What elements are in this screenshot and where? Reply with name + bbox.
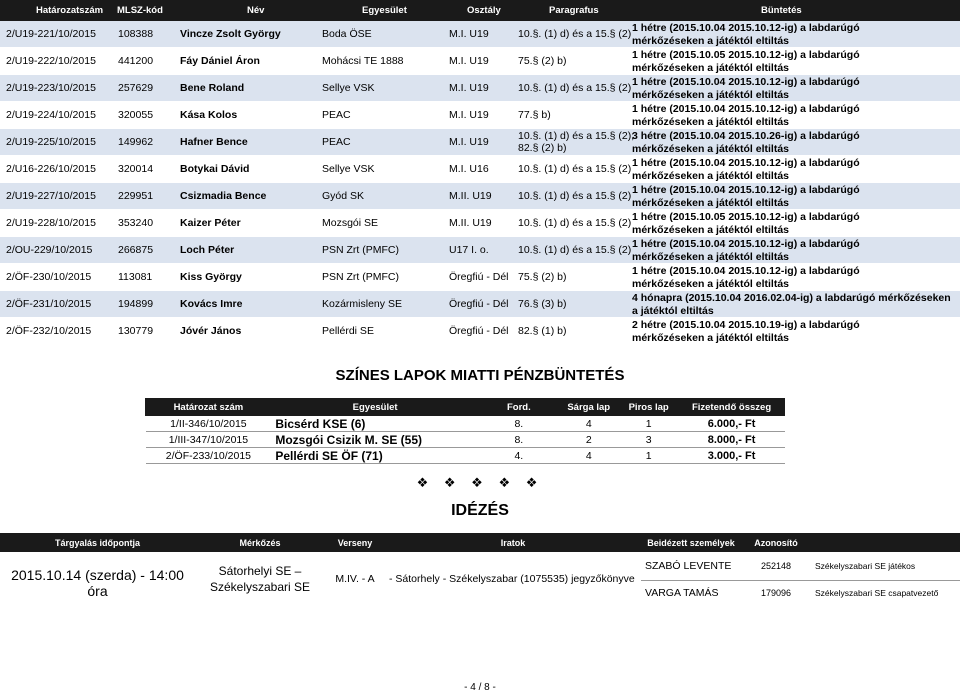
fine-col-red: Piros lap [619, 399, 679, 416]
fine-yellow: 4 [559, 448, 619, 464]
row-code: 353240 [118, 217, 154, 229]
row-class: M.I. U19 [449, 55, 489, 67]
row-penalty: 1 hétre (2015.10.05 2015.10.12-ig) a labdarúgó mérkőzéseken a játéktól eltiltás [632, 211, 860, 236]
row-penalty: 3 hétre (2015.10.04 2015.10.26-ig) a labdarúgó mérkőzéseken a játéktól eltiltás [632, 130, 860, 155]
row-paragraph: 77.§ b) [518, 109, 551, 121]
fine-club: Bicsérd KSE (6) [271, 416, 479, 432]
col-header-class: Osztály [467, 5, 501, 16]
row-paragraph [518, 130, 634, 154]
summons-col-match: Mérkőzés [195, 533, 325, 552]
row-code: 266875 [118, 244, 154, 256]
fine-red: 3 [619, 432, 679, 448]
table-row [0, 129, 960, 155]
row-name: Bene Roland [180, 82, 245, 94]
row-paragraph: 82.§ (1) b) [518, 325, 567, 337]
col-header-club: Egyesület [362, 5, 407, 16]
row-penalty: 2 hétre (2015.10.04 2015.10.19-ig) a labdarúgó mérkőzéseken a játéktól eltiltás [632, 319, 860, 344]
fine-amount: 8.000,- Ft [679, 432, 785, 448]
row-class: Öregfiú - Dél [449, 298, 509, 310]
table-row [0, 48, 960, 74]
fine-club: Mozsgói Csizik M. SE (55) [271, 432, 479, 448]
fine-row [146, 432, 785, 448]
row-class: M.II. U19 [449, 217, 492, 229]
table-row [0, 237, 960, 263]
row-name: Csizmadia Bence [180, 190, 267, 202]
row-class: M.I. U16 [449, 163, 489, 175]
row-club: Pellérdi SE [322, 325, 374, 337]
row-penalty: 1 hétre (2015.10.04 2015.10.12-ig) a labdarúgó mérkőzéseken a játéktól eltiltás [632, 103, 860, 128]
row-number: 2/ÖF-232/10/2015 [6, 325, 92, 337]
row-name: Hafner Bence [180, 136, 248, 148]
table-row [0, 264, 960, 290]
summons-col-persons: Beidézett személyek [641, 533, 741, 552]
row-penalty: 1 hétre (2015.10.05 2015.10.12-ig) a labdarúgó mérkőzéseken a játéktól eltiltás [632, 49, 860, 74]
row-number: 2/U19-225/10/2015 [6, 136, 96, 148]
row-paragraph: 10.§. (1) d) és a 15.§ (2) [518, 28, 632, 40]
row-number: 2/U19-224/10/2015 [6, 109, 96, 121]
row-paragraph: 75.§ (2) b) [518, 55, 567, 67]
summons-row [0, 552, 960, 580]
row-penalty: 1 hétre (2015.10.04 2015.10.12-ig) a labdarúgó mérkőzéseken a játéktól eltiltás [632, 265, 860, 290]
summons-title: IDÉZÉS [451, 502, 509, 519]
summons-person-name: VARGA TAMÁS [645, 587, 719, 600]
table-row [0, 318, 960, 344]
row-paragraph-line1: 10.§. (1) d) és a 15.§ (2); [518, 130, 635, 142]
row-club: Sellye VSK [322, 82, 375, 94]
row-name: Kaizer Péter [180, 217, 241, 229]
row-paragraph: 10.§. (1) d) és a 15.§ (2) [518, 163, 632, 175]
separator-diamonds: ❖ ❖ ❖ ❖ ❖ [416, 475, 544, 490]
summons-competition: M.IV. - A [335, 573, 375, 585]
summons-person-role: Székelyszabari SE játékos [811, 552, 960, 580]
fine-amount: 3.000,- Ft [679, 448, 785, 464]
row-number: 2/U19-223/10/2015 [6, 82, 96, 94]
row-class: M.I. U19 [449, 28, 489, 40]
summons-match: Sátorhelyi SE – Székelyszabari SE [209, 564, 311, 594]
row-penalty: 1 hétre (2015.10.04 2015.10.12-ig) a labdarúgó mérkőzéseken a játéktól eltiltás [632, 184, 860, 209]
row-class: M.I. U19 [449, 82, 489, 94]
fine-number: 1/II-346/10/2015 [146, 416, 272, 432]
row-paragraph: 10.§. (1) d) és a 15.§ (2) [518, 190, 632, 202]
summons-person-name: SZABÓ LEVENTE [641, 552, 741, 580]
fine-col-yellow: Sárga lap [559, 399, 619, 416]
row-code: 149962 [118, 136, 154, 148]
table-row [0, 102, 960, 128]
row-code: 320014 [118, 163, 154, 175]
row-number: 2/ÖF-230/10/2015 [6, 271, 92, 283]
fine-yellow: 4 [559, 416, 619, 432]
fine-col-amount: Fizetendő összeg [679, 399, 785, 416]
row-penalty: 1 hétre (2015.10.04 2015.10.12-ig) a labdarúgó mérkőzéseken a játéktól eltiltás [632, 76, 860, 101]
row-penalty: 1 hétre (2015.10.04 2015.10.12-ig) a labdarúgó mérkőzéseken a játéktól eltiltás [632, 22, 860, 47]
row-name: Fáy Dániel Áron [180, 55, 260, 67]
fine-col-round: Ford. [479, 399, 559, 416]
row-name: Loch Péter [180, 244, 235, 256]
row-number: 2/ÖF-231/10/2015 [6, 298, 92, 310]
fine-red: 1 [619, 448, 679, 464]
row-penalty: 4 hónapra (2015.10.04 2016.02.04-ig) a labdarúgó mérkőzéseken a játéktól eltiltás [632, 292, 951, 317]
fine-red: 1 [619, 416, 679, 432]
row-code: 229951 [118, 190, 154, 202]
row-class: M.II. U19 [449, 190, 492, 202]
row-class: M.I. U19 [449, 136, 489, 148]
summons-date: 2015.10.14 (szerda) - 14:00 óra [11, 567, 184, 599]
table-header [0, 0, 960, 21]
row-paragraph: 10.§. (1) d) és a 15.§ (2) [518, 82, 632, 94]
row-paragraph: 10.§. (1) d) és a 15.§ (2) [518, 217, 632, 229]
fine-row [146, 448, 785, 464]
row-code: 113081 [118, 271, 153, 283]
summons-person-id: 179096 [760, 588, 792, 599]
row-class: M.I. U19 [449, 109, 489, 121]
row-number: 2/U19-227/10/2015 [6, 190, 96, 202]
row-club: Boda ÖSE [322, 28, 372, 40]
col-header-paragraph: Paragrafus [549, 5, 599, 16]
row-name: Kovács Imre [180, 298, 243, 310]
table-row [0, 210, 960, 236]
fine-round: 8. [479, 416, 559, 432]
summons-documents: - Sátorhely - Székelyszabar (1075535) jegyzőkönyve [389, 573, 635, 585]
fine-row [146, 416, 785, 432]
row-class: Öregfiú - Dél [449, 325, 509, 337]
row-code: 130779 [118, 325, 154, 337]
row-name: Jóvér János [180, 325, 242, 337]
col-header-name: Név [247, 5, 265, 16]
row-paragraph: 76.§ (3) b) [518, 298, 567, 310]
summons-table [0, 533, 960, 606]
col-header-penalty: Büntetés [761, 5, 802, 16]
row-club: Gyód SK [322, 190, 365, 202]
row-class: U17 I. o. [449, 244, 489, 256]
table-row [0, 21, 960, 47]
row-club: PEAC [322, 109, 351, 121]
row-name: Vincze Zsolt György [180, 28, 281, 40]
fine-col-number: Határozat szám [146, 399, 272, 416]
row-code: 194899 [118, 298, 154, 310]
row-code: 257629 [118, 82, 154, 94]
row-club: PSN Zrt (PMFC) [322, 271, 399, 283]
fine-number: 1/III-347/10/2015 [146, 432, 272, 448]
row-club: PSN Zrt (PMFC) [322, 244, 399, 256]
fine-section-title: SZÍNES LAPOK MIATTI PÉNZBÜNTETÉS [335, 367, 625, 384]
row-number: 2/U19-222/10/2015 [6, 55, 96, 67]
row-club: Mozsgói SE [322, 217, 379, 229]
row-paragraph: 10.§. (1) d) és a 15.§ (2) [518, 244, 632, 256]
table-row [0, 291, 960, 317]
summons-col-competition: Verseny [325, 533, 385, 552]
row-code: 320055 [118, 109, 154, 121]
row-penalty: 1 hétre (2015.10.04 2015.10.12-ig) a labdarúgó mérkőzéseken a játéktól eltiltás [632, 157, 860, 182]
row-number: 2/U19-228/10/2015 [6, 217, 96, 229]
row-number: 2/U16-226/10/2015 [6, 163, 96, 175]
table-row [0, 75, 960, 101]
fine-club: Pellérdi SE ÖF (71) [271, 448, 479, 464]
row-code: 441200 [118, 55, 154, 67]
row-paragraph-line2: 82.§ (2) b) [518, 142, 567, 154]
row-club: PEAC [322, 136, 351, 148]
summons-col-date: Tárgyalás időpontja [0, 533, 195, 552]
col-header-code: MLSZ-kód [117, 5, 163, 16]
fine-col-club: Egyesület [271, 399, 479, 416]
fine-round: 4. [479, 448, 559, 464]
summons-person-role: Székelyszabari SE csapatvezető [815, 588, 939, 599]
summons-col-id: Azonosító [741, 533, 811, 552]
page-number: - 4 / 8 - [464, 682, 496, 693]
summons-col-role [811, 533, 960, 552]
table-row [0, 183, 960, 209]
fine-amount: 6.000,- Ft [679, 416, 785, 432]
row-class: Öregfiú - Dél [449, 271, 509, 283]
row-club: Sellye VSK [322, 163, 375, 175]
row-name: Kiss György [180, 271, 242, 283]
fine-round: 8. [479, 432, 559, 448]
fine-table [145, 398, 785, 464]
summons-table-header [0, 533, 960, 552]
row-club: Kozármisleny SE [322, 298, 402, 310]
row-name: Botykai Dávid [180, 163, 250, 175]
row-number: 2/U19-221/10/2015 [6, 28, 96, 40]
row-name: Kása Kolos [180, 109, 238, 121]
row-paragraph: 75.§ (2) b) [518, 271, 567, 283]
row-club: Mohácsi TE 1888 [322, 55, 404, 67]
row-penalty: 1 hétre (2015.10.04 2015.10.12-ig) a labdarúgó mérkőzéseken a játéktól eltiltás [632, 238, 860, 263]
fine-table-header [146, 399, 785, 416]
row-number: 2/OU-229/10/2015 [6, 244, 93, 256]
summons-person-id: 252148 [741, 552, 811, 580]
row-code: 108388 [118, 28, 154, 40]
table-row [0, 156, 960, 182]
summons-col-documents: Iratok [385, 533, 641, 552]
fine-yellow: 2 [559, 432, 619, 448]
fine-number: 2/ÖF-233/10/2015 [146, 448, 272, 464]
col-header-number: Határozatszám [36, 5, 104, 16]
